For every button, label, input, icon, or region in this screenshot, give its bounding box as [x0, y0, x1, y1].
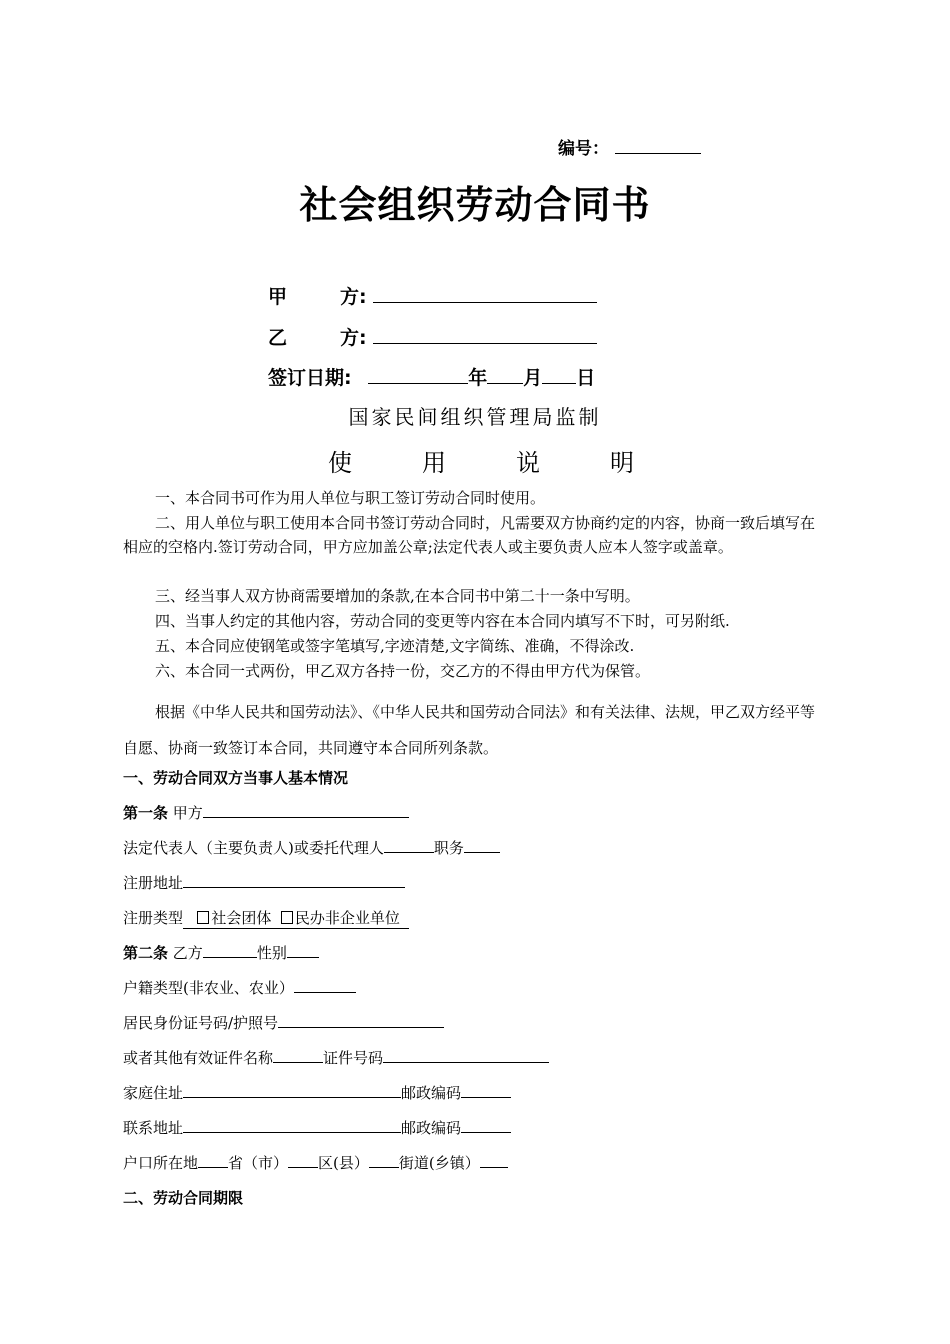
sign-day-blank[interactable] [542, 364, 576, 384]
contact-address-blank[interactable] [183, 1117, 401, 1133]
legal-rep-blank[interactable] [384, 837, 434, 853]
party-a-name-blank[interactable] [203, 802, 409, 818]
gender-label: 性别 [256, 944, 287, 962]
contact-postcode-blank[interactable] [461, 1117, 511, 1133]
home-address-blank[interactable] [183, 1082, 401, 1098]
section-1-heading: 一、劳动合同双方当事人基本情况 [123, 769, 349, 787]
id-number-blank[interactable] [278, 1012, 444, 1028]
article-2-label: 第二条 [123, 944, 169, 962]
article-2-party-b [123, 942, 319, 963]
instructions-title-char: 明 [610, 449, 634, 477]
reg-address-blank[interactable] [183, 872, 405, 888]
province-label: 省（市） [228, 1154, 289, 1172]
year-label: 年 [468, 367, 488, 389]
other-cert-blank[interactable] [273, 1047, 323, 1063]
instruction-item-4: 四、当事人约定的其他内容，劳动合同的变更等内容在本合同内填写不下时，可另附纸. [155, 612, 730, 630]
instructions-title-char: 用 [422, 449, 446, 477]
home-postcode-label: 邮政编码 [401, 1084, 462, 1102]
document-title: 社会组织劳动合同书 [299, 183, 651, 227]
reg-address-label: 注册地址 [123, 874, 184, 892]
instruction-item-6: 六、本合同一式两份，甲乙双方各持一份，交乙方的不得由甲方代为保管。 [155, 662, 651, 680]
legal-rep-label: 法定代表人（主要负责人)或委托代理人 [123, 839, 384, 857]
instructions-title-char: 使 [328, 449, 352, 477]
gender-blank[interactable] [287, 942, 319, 958]
reg-type-line [123, 907, 409, 928]
instruction-item-5: 五、本合同应使钢笔或签字笔填写,字迹清楚,文字简练、准确，不得涂改. [155, 637, 635, 655]
other-cert-label: 或者其他有效证件名称 [123, 1049, 274, 1067]
preamble: 根据《中华人民共和国劳动法》、《中华人民共和国劳动合同法》和有关法律、法规，甲乙双方经平等自愿、协商一致签订本合同，共同遵守本合同所列条款。 [123, 703, 816, 757]
household-type-line [123, 977, 356, 998]
id-number-line [123, 1012, 444, 1033]
section-2-heading: 二、劳动合同期限 [123, 1189, 244, 1207]
party-a-field [268, 282, 597, 309]
other-cert-line [123, 1047, 549, 1068]
hukou-street-blank[interactable] [369, 1152, 399, 1168]
sign-date-field [268, 363, 595, 390]
instruction-item-3: 三、经当事人双方协商需要增加的条款,在本合同书中第二十一条中写明。 [155, 587, 640, 605]
household-type-label: 户籍类型(非农业、农业） [123, 979, 294, 997]
month-label: 月 [523, 367, 543, 389]
day-label: 日 [576, 367, 596, 389]
contact-address-label: 联系地址 [123, 1119, 184, 1137]
article-1-label: 第一条 [123, 804, 169, 822]
cert-number-label: 证件号码 [323, 1049, 384, 1067]
hukou-street-end-blank[interactable] [480, 1152, 508, 1168]
id-number-label: 居民身份证号码/护照号 [123, 1014, 279, 1032]
home-address-label: 家庭住址 [123, 1084, 184, 1102]
hukou-district-blank[interactable] [288, 1152, 318, 1168]
contact-postcode-label: 邮政编码 [401, 1119, 462, 1137]
serial-number-blank[interactable] [615, 136, 701, 154]
party-b-label-1: 乙 [268, 327, 288, 349]
supervisor-note: 国家民间组织管理局监制 [348, 405, 602, 429]
article-1-party-a [123, 802, 409, 823]
reg-address-line [123, 872, 405, 893]
hukou-label: 户口所在地 [123, 1154, 199, 1172]
party-b-blank[interactable] [373, 324, 597, 344]
option-social-group-label: 社会团体 [211, 909, 272, 927]
party-b-field [268, 323, 597, 350]
party-b-label-2: 方: [340, 327, 367, 349]
household-type-blank[interactable] [294, 977, 356, 993]
party-a-blank[interactable] [373, 283, 597, 303]
hukou-province-blank[interactable] [198, 1152, 228, 1168]
party-b-name-blank[interactable] [203, 942, 257, 958]
position-label: 职务 [433, 839, 464, 857]
contact-address-line [123, 1117, 511, 1138]
instruction-item-2: 二、用人单位与职工使用本合同书签订劳动合同时，凡需要双方协商约定的内容，协商一致后填写在相应的空格内.签订劳动合同，甲方应加盖公章;法定代表人或主要负责人应本人签字或盖章。 [123, 514, 816, 556]
sign-date-label: 签订日期: [268, 367, 352, 389]
party-b-field-label: 乙方 [172, 944, 203, 962]
serial-number-field [558, 134, 701, 159]
checkbox-social-group[interactable] [197, 911, 209, 924]
home-address-line [123, 1082, 511, 1103]
cert-number-blank[interactable] [383, 1047, 549, 1063]
street-label: 街道(乡镇） [398, 1154, 480, 1172]
instructions-title [328, 443, 634, 478]
serial-number-label: 编号： [558, 139, 609, 159]
instructions-title-char: 说 [516, 449, 540, 477]
legal-rep-line [123, 837, 500, 858]
position-blank[interactable] [464, 837, 500, 853]
party-a-field-label: 甲方 [172, 804, 203, 822]
reg-type-options [183, 909, 409, 929]
party-a-label-1: 甲 [268, 286, 288, 308]
sign-year-blank[interactable] [368, 364, 468, 384]
checkbox-private-nonenterprise[interactable] [281, 911, 293, 924]
hukou-line [123, 1152, 508, 1173]
party-a-label-2: 方: [340, 286, 367, 308]
sign-month-blank[interactable] [487, 364, 523, 384]
instruction-item-1: 一、本合同书可作为用人单位与职工签订劳动合同时使用。 [155, 489, 546, 507]
home-postcode-blank[interactable] [461, 1082, 511, 1098]
reg-type-label: 注册类型 [123, 909, 184, 927]
district-label: 区(县） [318, 1154, 369, 1172]
option-private-nonenterprise-label: 民办非企业单位 [294, 909, 400, 927]
